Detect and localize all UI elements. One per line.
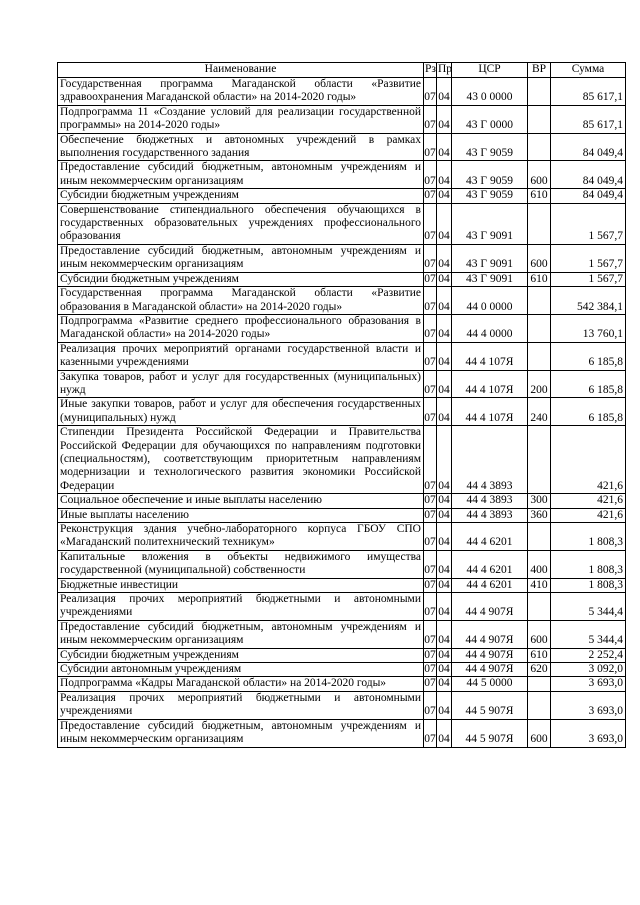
header-sum: Сумма [551,63,626,78]
csr-cell: 44 5 907Я [452,691,528,719]
header-rz: Рз [424,63,437,78]
vr-cell: 610 [528,648,551,662]
name-cell: Субсидии бюджетным учреждениям [58,189,424,203]
pr-cell: 04 [438,648,450,661]
name-cell: Государственная программа Магаданской области «Развитие образования в Магаданской области» на 2014-2020 годы» [58,287,424,315]
pr-cell: 04 [437,426,452,494]
sum-cell: 421,6 [551,426,626,494]
pr-cell: 04 [437,161,452,189]
sum-cell: 421,6 [551,494,626,508]
table-row [58,593,626,621]
table-header-row [58,63,626,78]
vr-cell [528,133,551,161]
sum-cell: 84 049,4 [551,189,626,203]
rz-cell: 07 [424,719,437,747]
sum-cell: 6 185,8 [551,398,626,426]
csr-cell: 44 4 107Я [452,370,528,398]
vr-cell: 600 [528,719,551,747]
table-row [58,161,626,189]
vr-cell: 240 [528,398,551,426]
name-cell: Иные закупки товаров, работ и услуг для обеспечения государственных (муниципальных) нужд [58,398,424,426]
sum-cell: 1 808,3 [551,578,626,592]
table-row [58,663,626,677]
rz-cell: 07 [424,133,437,161]
csr-cell: 44 4 907Я [452,593,528,621]
sum-cell: 1 808,3 [551,523,626,551]
rz-cell: 07 [424,161,437,189]
rz-cell: 07 [424,272,436,285]
table-row [58,691,626,719]
table-row [58,203,626,244]
sum-cell: 84 049,4 [551,133,626,161]
name-cell: Обеспечение бюджетных и автономных учреждений в рамках выполнения государственного задания [58,133,424,161]
vr-cell [528,342,551,370]
csr-cell: 44 4 3893 [452,508,528,522]
sum-cell: 2 252,4 [551,648,626,662]
csr-cell: 43 Г 9059 [452,161,528,189]
header-vr: ВР [528,63,551,78]
name-cell: Реализация прочих мероприятий органами государственной власти и казенными учреждениями [58,342,424,370]
vr-cell [528,287,551,315]
table-row [58,272,626,286]
name-cell: Субсидии автономным учреждениям [58,663,424,677]
name-cell: Государственная программа Магаданской области «Развитие здравоохранения Магаданской области» на 2014-2020 годы» [58,78,424,106]
vr-cell: 620 [528,663,551,677]
sum-cell: 3 092,0 [551,663,626,677]
csr-cell: 44 5 0000 [452,677,528,691]
csr-cell: 44 4 107Я [452,342,528,370]
name-cell: Предоставление субсидий бюджетным, автономным учреждениям и иным некоммерческим организациям [58,719,424,747]
rz-cell: 07 [424,578,436,591]
table-row [58,677,626,691]
table-row [58,578,626,592]
sum-cell: 5 344,4 [551,620,626,648]
pr-cell: 04 [437,78,452,106]
table-row [58,719,626,747]
csr-cell: 44 5 907Я [452,719,528,747]
csr-cell: 43 Г 0000 [452,105,528,133]
vr-cell: 200 [528,370,551,398]
sum-cell: 1 567,7 [551,203,626,244]
table-row [58,550,626,578]
vr-cell: 600 [528,620,551,648]
table-row [58,78,626,106]
csr-cell: 43 Г 9091 [452,272,528,286]
table-row [58,620,626,648]
header-csr: ЦСР [452,63,528,78]
sum-cell: 1 567,7 [551,244,626,272]
csr-cell: 43 Г 9059 [452,133,528,161]
sum-cell: 542 384,1 [551,287,626,315]
csr-cell: 44 4 6201 [452,550,528,578]
csr-cell: 44 4 907Я [452,648,528,662]
csr-cell: 44 0 0000 [452,287,528,315]
name-cell: Подпрограмма «Развитие среднего профессионального образования в Магаданской области» на 2014-2020 годы» [58,314,424,342]
name-cell: Предоставление субсидий бюджетным, автономным учреждениям и иным некоммерческим организациям [58,620,424,648]
table-row [58,398,626,426]
table-row [58,105,626,133]
pr-cell: 04 [437,244,452,272]
vr-cell: 400 [528,550,551,578]
sum-cell: 1 567,7 [551,272,626,286]
pr-cell: 04 [437,719,452,747]
name-cell: Субсидии бюджетным учреждениям [58,272,424,286]
sum-cell: 3 693,0 [551,677,626,691]
rz-cell: 07 [424,663,436,676]
vr-cell [528,314,551,342]
pr-cell: 04 [437,342,452,370]
pr-cell: 04 [438,663,450,676]
vr-cell [528,426,551,494]
sum-cell: 85 617,1 [551,105,626,133]
vr-cell [528,105,551,133]
vr-cell: 610 [528,272,551,286]
rz-cell: 07 [424,398,437,426]
vr-cell: 600 [528,244,551,272]
rz-cell: 07 [424,620,437,648]
sum-cell: 84 049,4 [551,161,626,189]
rz-cell: 07 [424,648,436,661]
table-row [58,523,626,551]
name-cell: Иные выплаты населению [58,508,424,522]
rz-cell: 07 [424,314,437,342]
table-row [58,287,626,315]
rz-cell: 07 [424,287,437,315]
table-row [58,342,626,370]
rz-cell: 07 [424,426,437,494]
table-row [58,189,626,203]
sum-cell: 6 185,8 [551,370,626,398]
rz-cell: 07 [424,677,436,690]
pr-cell: 04 [437,105,452,133]
vr-cell [528,593,551,621]
csr-cell: 44 4 6201 [452,578,528,592]
name-cell: Подпрограмма «Кадры Магаданской области» на 2014-2020 годы» [58,677,424,691]
sum-cell: 421,6 [551,508,626,522]
pr-cell: 04 [437,314,452,342]
sum-cell: 3 693,0 [551,719,626,747]
pr-cell: 04 [437,133,452,161]
table-body [58,78,626,748]
table-row [58,370,626,398]
sum-cell: 1 808,3 [551,550,626,578]
pr-cell: 04 [438,508,450,521]
name-cell: Субсидии бюджетным учреждениям [58,648,424,662]
rz-cell: 07 [424,523,437,551]
pr-cell: 04 [437,398,452,426]
pr-cell: 04 [437,287,452,315]
rz-cell: 07 [424,508,436,521]
vr-cell [528,78,551,106]
table-row [58,426,626,494]
sum-cell: 13 760,1 [551,314,626,342]
vr-cell: 610 [528,189,551,203]
sum-cell: 6 185,8 [551,342,626,370]
pr-cell: 04 [437,203,452,244]
name-cell: Капитальные вложения в объекты недвижимого имущества государственной (муниципальной) собственности [58,550,424,578]
rz-cell: 07 [424,691,437,719]
table-row [58,133,626,161]
pr-cell: 04 [438,272,450,285]
budget-table-page [57,62,625,748]
rz-cell: 07 [424,244,437,272]
name-cell: Предоставление субсидий бюджетным, автономным учреждениям и иным некоммерческим организациям [58,244,424,272]
name-cell: Бюджетные инвестиции [58,578,424,592]
name-cell: Совершенствование стипендиального обеспечения обучающихся в государственных образовательных учреждениях профессионального образования [58,203,424,244]
table-row [58,314,626,342]
pr-cell: 04 [438,677,450,690]
vr-cell: 300 [528,494,551,508]
csr-cell: 44 4 3893 [452,494,528,508]
pr-cell: 04 [437,523,452,551]
pr-cell: 04 [438,494,450,507]
rz-cell: 07 [424,342,437,370]
table-row [58,508,626,522]
csr-cell: 43 0 0000 [452,78,528,106]
rz-cell: 07 [424,189,436,202]
table-row [58,244,626,272]
csr-cell: 44 4 107Я [452,398,528,426]
rz-cell: 07 [424,105,437,133]
name-cell: Реализация прочих мероприятий бюджетными и автономными учреждениями [58,691,424,719]
name-cell: Реализация прочих мероприятий бюджетными и автономными учреждениями [58,593,424,621]
rz-cell: 07 [424,593,437,621]
name-cell: Закупка товаров, работ и услуг для государственных (муниципальных) нужд [58,370,424,398]
pr-cell: 04 [437,593,452,621]
csr-cell: 44 4 6201 [452,523,528,551]
csr-cell: 43 Г 9059 [452,189,528,203]
rz-cell: 07 [424,203,437,244]
sum-cell: 85 617,1 [551,78,626,106]
sum-cell: 3 693,0 [551,691,626,719]
vr-cell [528,677,551,691]
vr-cell: 360 [528,508,551,522]
table-row [58,648,626,662]
rz-cell: 07 [424,370,437,398]
vr-cell: 600 [528,161,551,189]
pr-cell: 04 [438,578,450,591]
sum-cell: 5 344,4 [551,593,626,621]
vr-cell [528,203,551,244]
budget-table [57,62,626,748]
pr-cell: 04 [437,550,452,578]
csr-cell: 44 4 907Я [452,620,528,648]
name-cell: Социальное обеспечение и иные выплаты населению [58,494,424,508]
csr-cell: 43 Г 9091 [452,203,528,244]
rz-cell: 07 [424,78,437,106]
csr-cell: 43 Г 9091 [452,244,528,272]
name-cell: Реконструкция здания учебно-лабораторного корпуса ГБОУ СПО «Магаданский политехнический техникум» [58,523,424,551]
csr-cell: 44 4 0000 [452,314,528,342]
header-name: Наименование [58,63,424,78]
name-cell: Предоставление субсидий бюджетным, автономным учреждениям и иным некоммерческим организациям [58,161,424,189]
pr-cell: 04 [438,189,450,202]
table-row [58,494,626,508]
header-pr: Пр [437,63,452,78]
rz-cell: 07 [424,494,436,507]
name-cell: Подпрограмма 11 «Создание условий для реализации государственной программы» на 2014-2020 годы» [58,105,424,133]
rz-cell: 07 [424,550,437,578]
csr-cell: 44 4 3893 [452,426,528,494]
vr-cell [528,691,551,719]
pr-cell: 04 [437,370,452,398]
csr-cell: 44 4 907Я [452,663,528,677]
vr-cell [528,523,551,551]
pr-cell: 04 [437,691,452,719]
vr-cell: 410 [528,578,551,592]
pr-cell: 04 [437,620,452,648]
name-cell: Стипендии Президента Российской Федерации и Правительства Российской Федерации для обучающихся по направлениям подготовки (специальностям), соответствующим приоритетным направлениям модернизации и технологического развития экономики Российской Федерации [58,426,424,494]
